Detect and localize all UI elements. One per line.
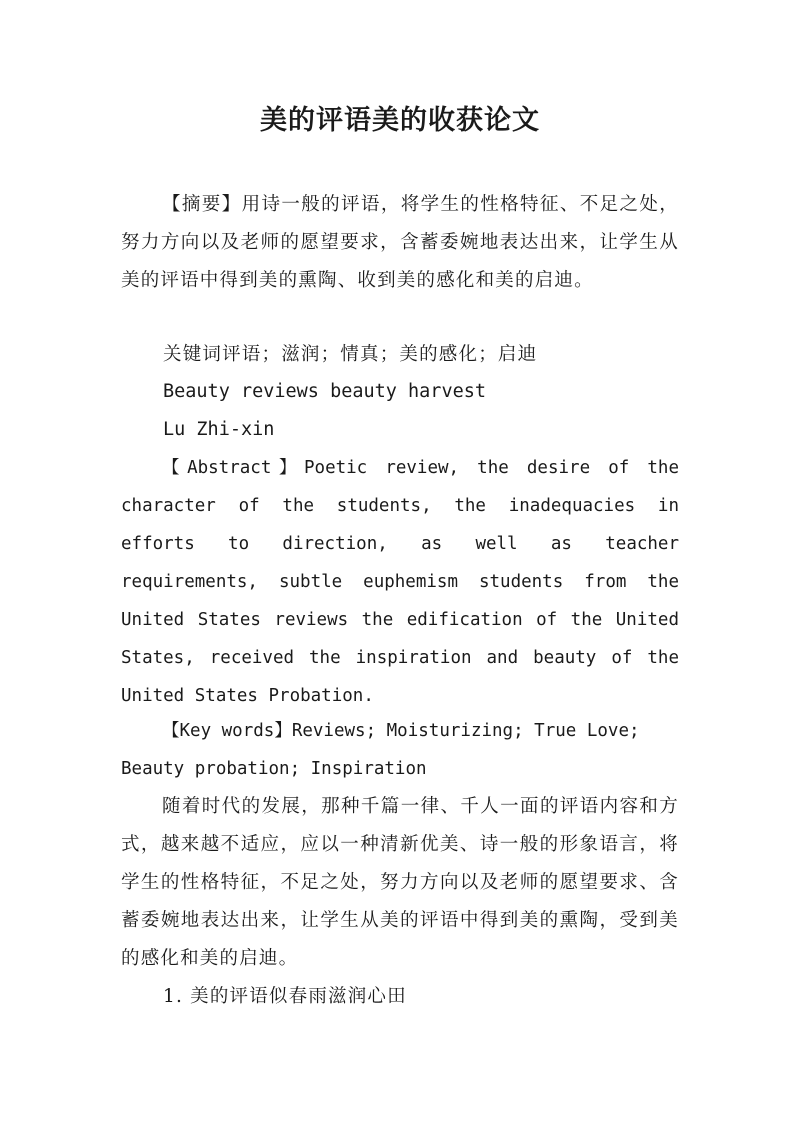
english-title: Beauty reviews beauty harvest [163,381,487,402]
keywords-cn: 关键词评语；滋润；情真；美的感化；启迪 [163,344,538,365]
abstract-cn [121,186,679,300]
english-author: Lu Zhi-xin [163,419,275,440]
keywords-en-label: 【Key words】 [162,721,292,741]
body-paragraph: 随着时代的发展，那种千篇一律、千人一面的评语内容和方式，越来越不适应，应以一种清新优美、诗一般的形象语言，将学生的性格特征，不足之处，努力方向以及老师的愿望要求、含蓄委婉地表达出来，让学生从美的评语中得到美的熏陶，受到美的感化和美的启迪。 [121,796,679,969]
keywords-en-text: Reviews; Moisturizing; True Love; Beauty probation; Inspiration [121,721,640,779]
abstract-en [121,449,679,715]
abstract-cn-text: 用诗一般的评语，将学生的性格特征、不足之处，努力方向以及老师的愿望要求，含蓄委婉地表达出来，让学生从美的评语中得到美的熏陶、收到美的感化和美的启迪。 [121,194,679,291]
abstract-en-text: Poetic review, the desire of the character of the students, the inadequacies in efforts to direction, as well as teacher requirements, subtle euphemism students from the United States reviews the edification of the United States, received the inspiration and beauty of the United States Probation. [121,458,679,706]
keywords-en [121,712,679,788]
abstract-cn-label: 【摘要】 [162,194,242,215]
document-title: 美的评语美的收获论文 [260,105,540,136]
section-heading: 1. 美的评语似春雨滋润心田 [163,986,407,1007]
abstract-en-label: 【Abstract】 [162,458,304,478]
